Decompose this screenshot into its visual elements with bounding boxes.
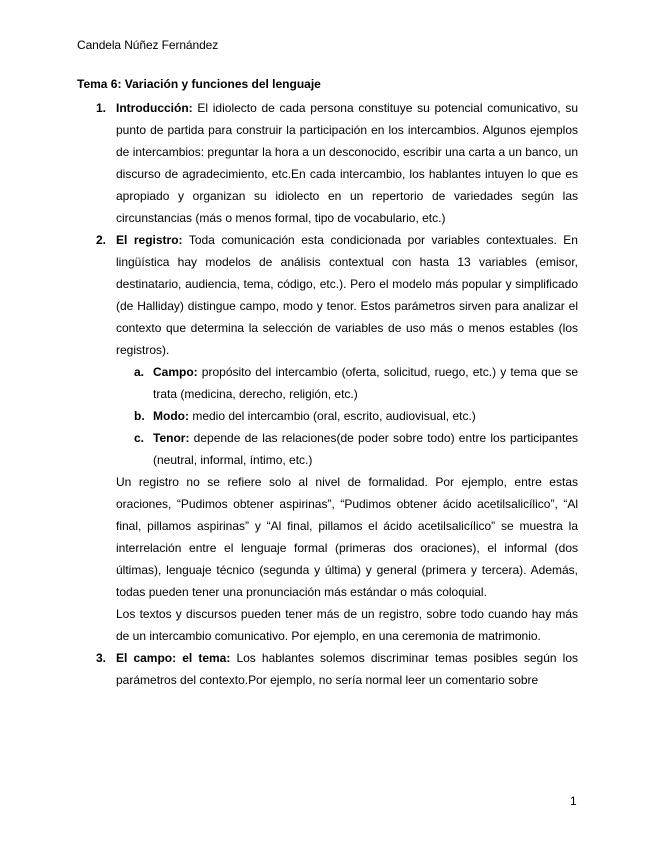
item-heading: El registro:: [116, 233, 183, 247]
subitem-text: propósito del intercambio (oferta, solicitud, ruego, etc.) y tema que se trata (medicina, derecho, religión, etc.): [153, 365, 578, 401]
subitem-heading: Campo:: [153, 365, 198, 379]
item-text: El idiolecto de cada persona constituye su potencial comunicativo, su punto de partida para construir la participación en los intercambios. Algunos ejemplos de intercambios: preguntar la hora a un desconocido, escribir una carta a un banco, un discurso de agradecimiento, etc.En cada intercambio, los hablantes intuyen lo que es apropiado y organizan su idiolecto en un repertorio de variedades según las circunstancias (más o menos formal, tipo de vocabulario, etc.): [116, 101, 578, 225]
list-item-registro: [77, 229, 578, 361]
paragraph-registro-ejemplo: Un registro no se refiere solo al nivel de formalidad. Por ejemplo, entre estas oraciones, “Pudimos obtener aspirinas”, “Pudimos obtener ácido acetilsalicílico”, “Al final, pillamos aspirinas” y “Al final, pillamos el ácido acetilsalicílico” se muestra la interrelación entre el lenguaje formal (primeras dos oraciones), el informal (dos últimas), lenguaje técnico (segunda y última) y general (primera y tercera). Además, todas pueden tener una pronunciación más estándar o más coloquial.: [116, 475, 578, 599]
page-number: 1: [570, 794, 577, 808]
sublist-item-campo: [77, 361, 578, 405]
sublist-item-tenor: [77, 427, 578, 471]
item-heading: El campo: el tema:: [116, 651, 231, 665]
sublist-letter: a.: [134, 365, 145, 379]
document-body: [77, 97, 578, 691]
subitem-heading: Modo:: [153, 409, 189, 423]
subitem-heading: Tenor:: [153, 431, 190, 445]
list-item-campo-tema: [77, 647, 578, 691]
list-number: 2.: [96, 233, 107, 247]
document-title: Tema 6: Variación y funciones del lenguaje: [77, 77, 321, 91]
item-text: Los hablantes solemos discriminar temas posibles según los parámetros del contexto.Por ejemplo, no sería normal leer un comentario sobre: [116, 651, 578, 687]
sublist-letter: b.: [134, 409, 145, 423]
paragraph-registro-textos: Los textos y discursos pueden tener más de un registro, sobre todo cuando hay más de un intercambio comunicativo. Por ejemplo, en una ceremonia de matrimonio.: [116, 607, 578, 643]
subitem-text: depende de las relaciones(de poder sobre todo) entre los participantes (neutral, informal, íntimo, etc.): [153, 431, 578, 467]
page-header-author: Candela Núñez Fernández: [77, 38, 219, 52]
list-number: 3.: [96, 651, 107, 665]
subitem-text: medio del intercambio (oral, escrito, audiovisual, etc.): [188, 409, 476, 423]
list-number: 1.: [96, 101, 107, 115]
sublist-item-modo: [77, 405, 578, 427]
sublist-letter: c.: [134, 431, 145, 445]
item-heading: Introducción:: [116, 101, 193, 115]
item-text: Toda comunicación esta condicionada por variables contextuales. En lingüística hay modelos de análisis contextual con hasta 13 variables (emisor, destinatario, audiencia, tema, código, etc.). Pero el modelo más popular y simplificado (de Halliday) distingue campo, modo y tenor. Estos parámetros sirven para analizar el contexto que determina la selección de variables de uso más o menos estables (los registros).: [116, 233, 578, 357]
list-item-introduccion: [77, 97, 578, 229]
